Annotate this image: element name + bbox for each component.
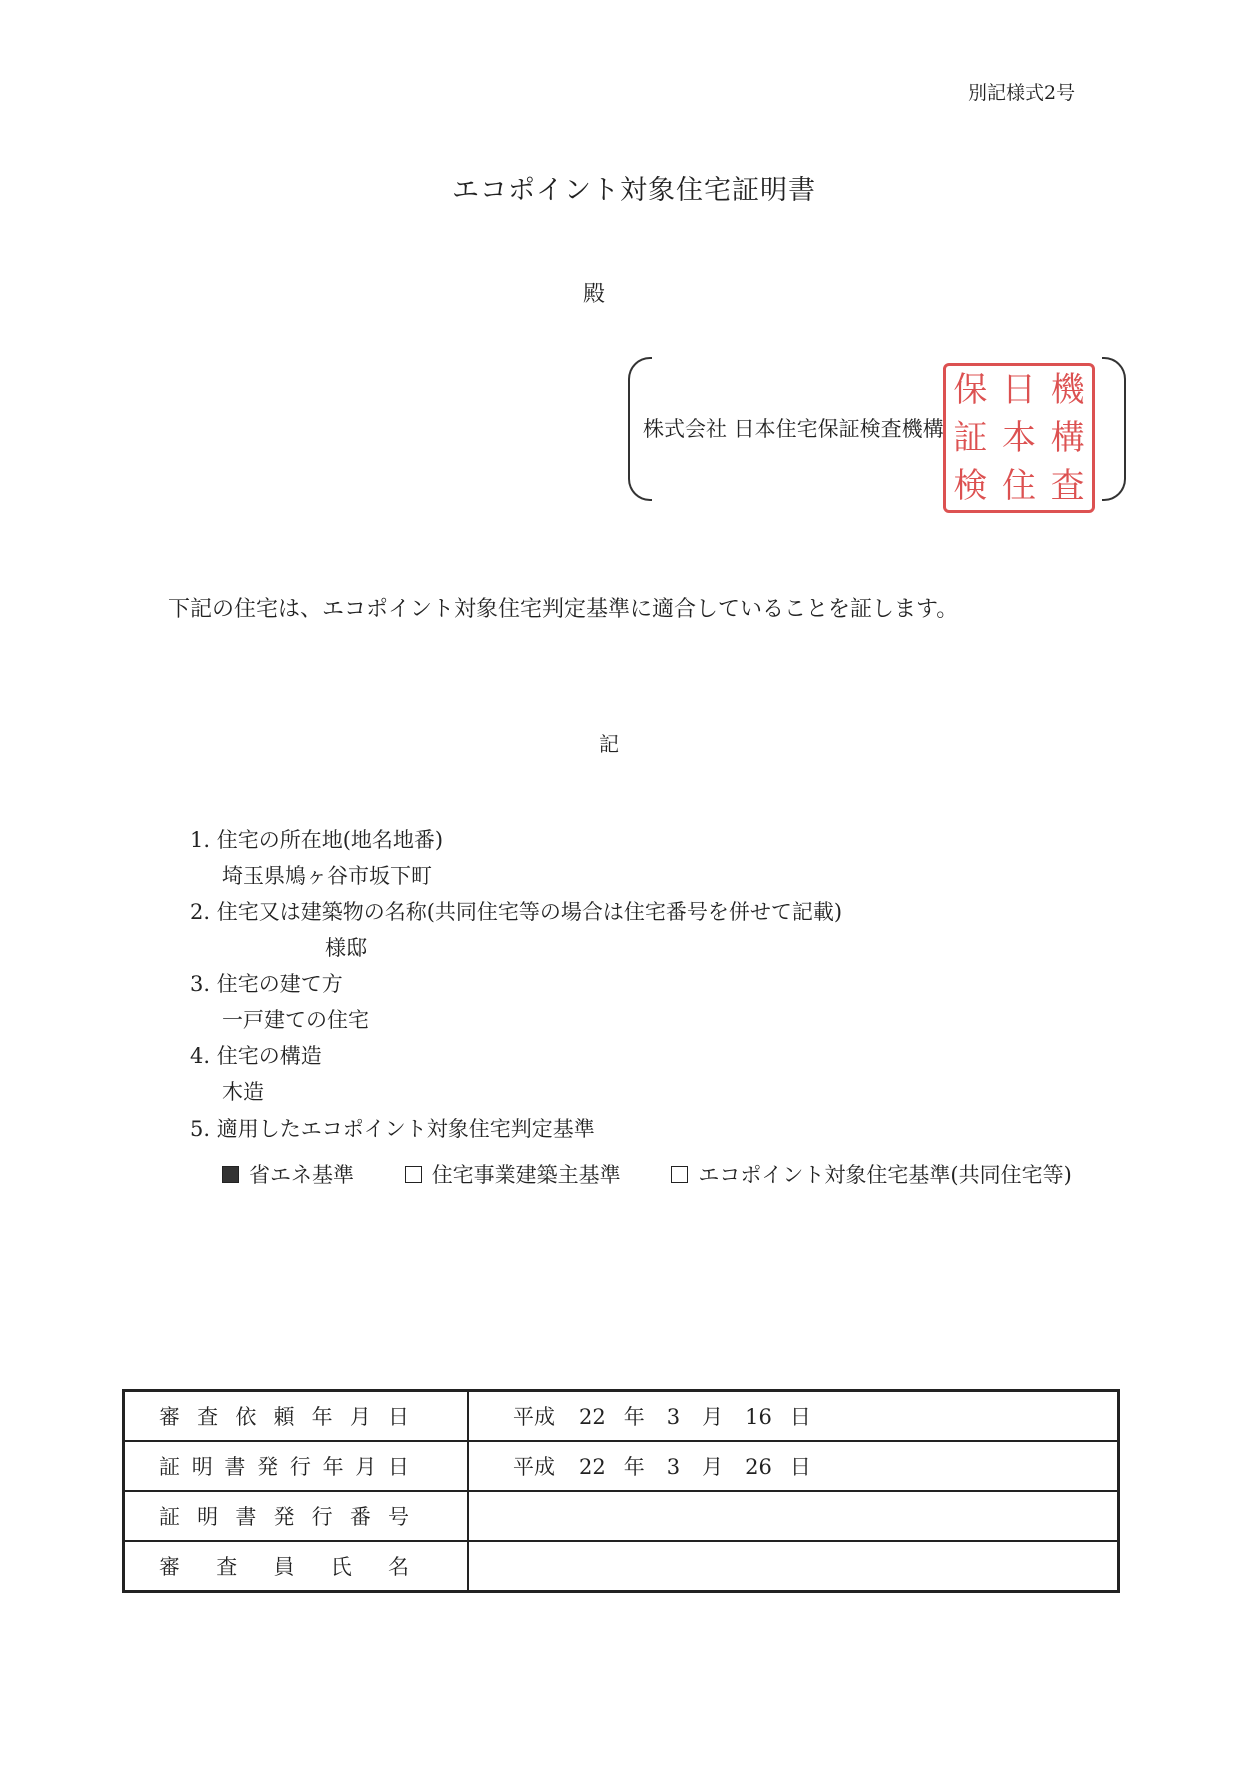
item-4-value: 木造 (222, 1080, 264, 1104)
criteria-option (222, 1159, 354, 1189)
item-1-label: 1. 住宅の所在地(地名地番) (190, 828, 444, 852)
seal-char: 機 (1050, 370, 1085, 410)
item-3-value: 一戸建ての住宅 (222, 1008, 369, 1032)
row-label: 審査員氏名 (124, 1541, 469, 1592)
seal-char: 日 (1001, 370, 1036, 410)
item-5-label: 5. 適用したエコポイント対象住宅判定基準 (190, 1117, 595, 1141)
checkbox (222, 1166, 239, 1183)
row-label: 証明書発行番号 (124, 1491, 469, 1541)
document-title: エコポイント対象住宅証明書 (452, 175, 816, 206)
table-row (124, 1491, 1119, 1541)
seal-char: 査 (1050, 466, 1085, 506)
criteria-label: 住宅事業建築主基準 (431, 1163, 621, 1187)
row-value: 平成 22 年 3 月 26 日 (468, 1441, 1119, 1491)
criteria-option (405, 1159, 621, 1189)
row-value: 平成 22 年 3 月 16 日 (468, 1391, 1119, 1442)
checkbox (405, 1166, 422, 1183)
issuer-name: 株式会社 日本住宅保証検査機構 (643, 417, 944, 441)
row-value (468, 1491, 1119, 1541)
seal-char: 証 (953, 418, 988, 458)
table-row (124, 1441, 1119, 1491)
seal-char: 保 (953, 370, 988, 410)
item-1-value: 埼玉県鳩ヶ谷市坂下町 (222, 864, 432, 888)
criteria-label: エコポイント対象住宅基準(共同住宅等) (698, 1163, 1072, 1187)
item-2-label: 2. 住宅又は建築物の名称(共同住宅等の場合は住宅番号を併せて記載) (190, 900, 843, 924)
seal-char: 本 (1001, 418, 1036, 458)
table-row (124, 1391, 1119, 1442)
seal-char: 構 (1050, 418, 1085, 458)
criteria-option (671, 1159, 1071, 1189)
item-2-value: 様邸 (325, 936, 367, 960)
criteria-checklist (222, 1159, 1116, 1189)
table-row (124, 1541, 1119, 1592)
certification-statement: 下記の住宅は、エコポイント対象住宅判定基準に適合していることを証します。 (168, 597, 959, 622)
criteria-label: 省エネ基準 (249, 1163, 354, 1187)
form-number: 別記様式2号 (968, 82, 1076, 104)
item-4-label: 4. 住宅の構造 (190, 1044, 322, 1068)
row-value (468, 1541, 1119, 1592)
company-seal-stamp (943, 363, 1095, 513)
row-label: 審査依頼年月日 (124, 1391, 469, 1442)
seal-char: 住 (1001, 466, 1036, 506)
seal-char: 検 (953, 466, 988, 506)
checkbox (671, 1166, 688, 1183)
item-3-label: 3. 住宅の建て方 (190, 972, 343, 996)
row-label: 証明書発行年月日 (124, 1441, 469, 1491)
review-info-table (122, 1389, 1120, 1593)
right-bracket (1102, 357, 1126, 501)
addressee-suffix: 殿 (583, 282, 606, 307)
ki-heading: 記 (599, 732, 619, 756)
